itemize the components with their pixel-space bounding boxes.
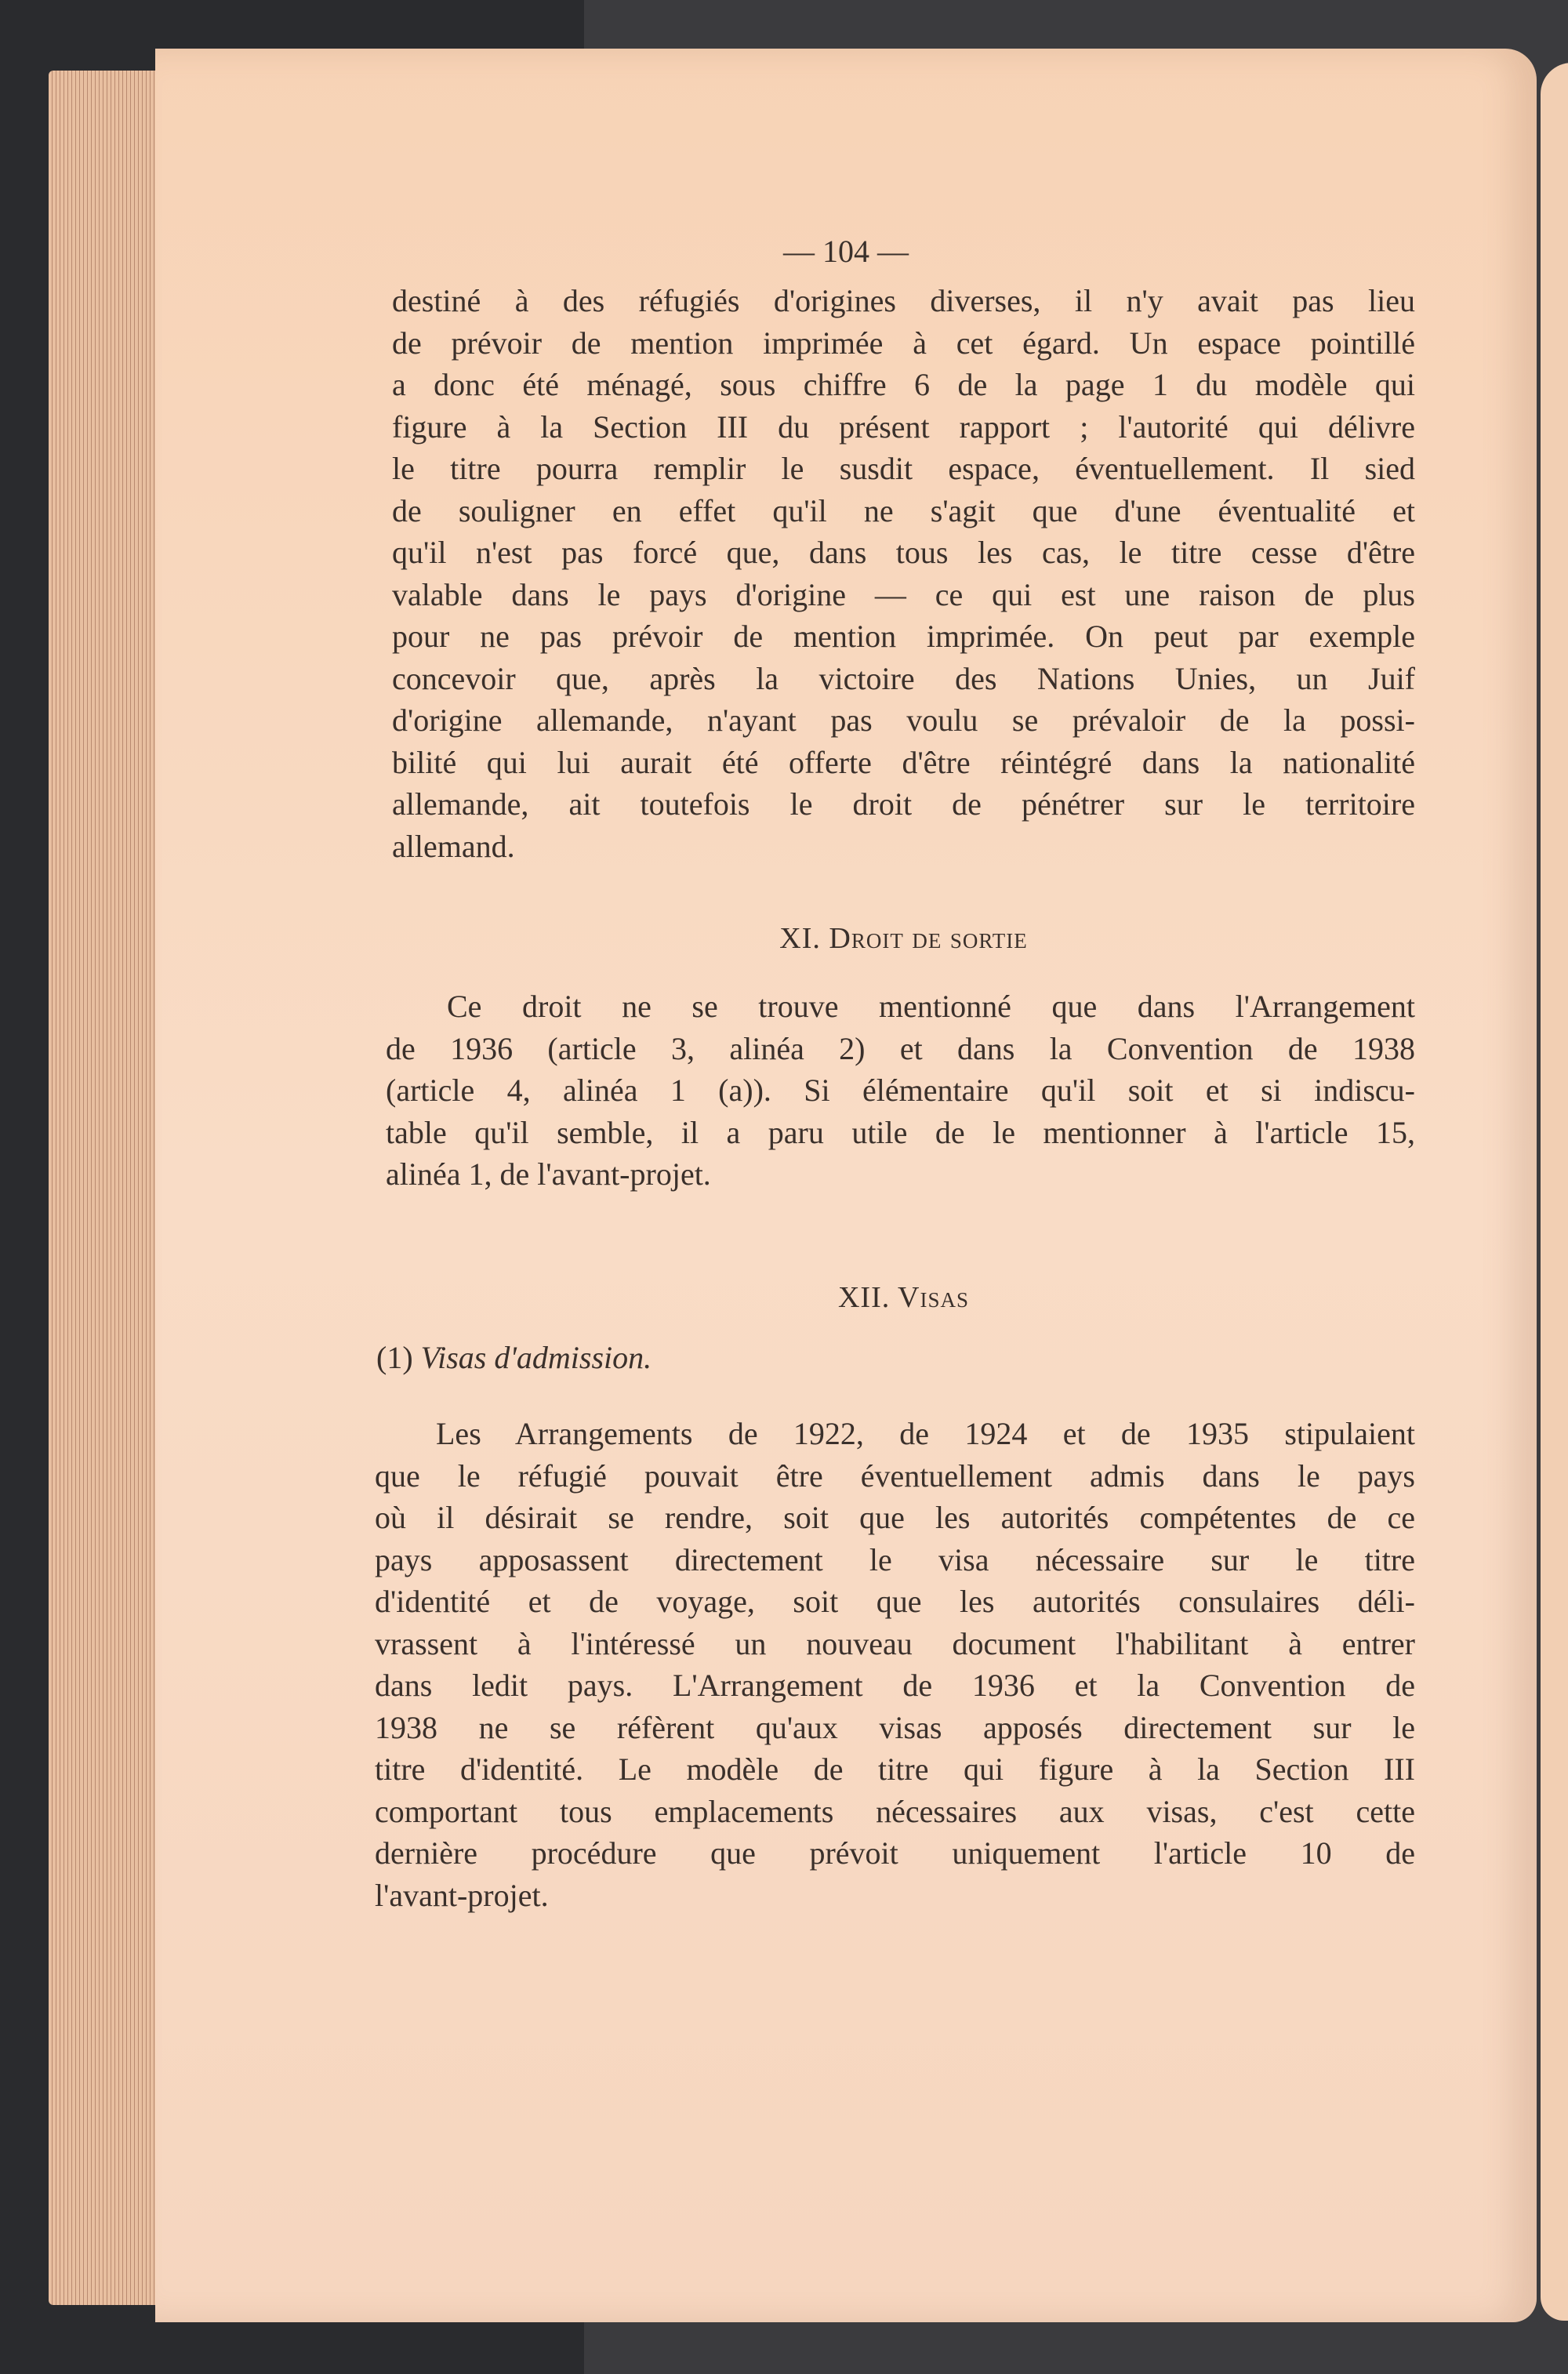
text-line: figure à la Section III du présent rapport ; l'autorité qui délivre — [392, 408, 1415, 445]
text-line: qu'il n'est pas forcé que, dans tous les cas, le titre cesse d'être — [392, 535, 1415, 570]
text-line: bilité qui lui aurait été offerte d'être réintégré dans la nationalité — [392, 744, 1415, 780]
section-heading-xi: XI. Droit de sortie — [779, 922, 1028, 955]
text-line: vrassent à l'intéressé un nouveau document l'habilitant à entrer — [375, 1625, 1415, 1661]
text-line: dernière procédure que prévoit uniquement l'article 10 de — [375, 1835, 1415, 1871]
text-line: comportant tous emplacements nécessaires aux visas, c'est cette — [375, 1793, 1415, 1829]
text-line: alinéa 1, de l'avant-projet. — [386, 1156, 711, 1192]
page-number: — 104 — — [783, 234, 909, 269]
text-line: dans ledit pays. L'Arrangement de 1936 et la Convention de — [375, 1668, 1415, 1703]
text-line: allemand. — [392, 828, 515, 864]
subsection-heading — [376, 1339, 652, 1376]
page-stack-edge — [49, 71, 166, 2305]
text-line: concevoir que, après la victoire des Nations Unies, un Juif — [392, 660, 1415, 696]
subsection-title: Visas d'admission. — [420, 1340, 652, 1375]
text-line: de souligner en effet qu'il ne s'agit que d'une éventualité et — [392, 492, 1415, 528]
text-line: d'origine allemande, n'ayant pas voulu se prévaloir de la possi- — [392, 702, 1415, 738]
text-line: le titre pourra remplir le susdit espace, éventuellement. Il sied — [392, 451, 1415, 486]
text-line: de prévoir de mention imprimée à cet égard. Un espace pointillé — [392, 325, 1415, 361]
text-line: pays apposassent directement le visa nécessaire sur le titre — [375, 1541, 1415, 1577]
subsection-number: (1) — [376, 1340, 413, 1375]
text-line: table qu'il semble, il a paru utile de le mentionner à l'article 15, — [386, 1114, 1415, 1150]
text-line: que le réfugié pouvait être éventuellement admis dans le pays — [375, 1457, 1415, 1494]
text-line: Ce droit ne se trouve mentionné que dans l'Arrangement — [447, 989, 1415, 1024]
text-line: où il désirait se rendre, soit que les autorités compétentes de ce — [375, 1500, 1415, 1535]
text-line: l'avant-projet. — [375, 1877, 549, 1913]
section-heading-xii: XII. Visas — [837, 1281, 970, 1314]
text-line: pour ne pas prévoir de mention imprimée. On peut par exemple — [392, 619, 1415, 654]
next-page-edge — [1541, 63, 1568, 2321]
text-line: a donc été ménagé, sous chiffre 6 de la page 1 du modèle qui — [392, 367, 1415, 402]
text-line: (article 4, alinéa 1 (a)). Si élémentaire qu'il soit et si indiscu- — [386, 1073, 1415, 1108]
text-line: Les Arrangements de 1922, de 1924 et de 1935 stipulaient — [436, 1416, 1415, 1451]
text-line: valable dans le pays d'origine — ce qui est une raison de plus — [392, 576, 1415, 612]
text-line: destiné à des réfugiés d'origines diverses, il n'y avait pas lieu — [392, 283, 1415, 318]
text-line: 1938 ne se réfèrent qu'aux visas apposés directement sur le — [375, 1709, 1415, 1745]
text-line: allemande, ait toutefois le droit de pénétrer sur le territoire — [392, 786, 1415, 822]
text-line: titre d'identité. Le modèle de titre qui figure à la Section III — [375, 1751, 1415, 1787]
text-line: de 1936 (article 3, alinéa 2) et dans la Convention de 1938 — [386, 1030, 1415, 1066]
text-line: d'identité et de voyage, soit que les autorités consulaires déli- — [375, 1584, 1415, 1619]
